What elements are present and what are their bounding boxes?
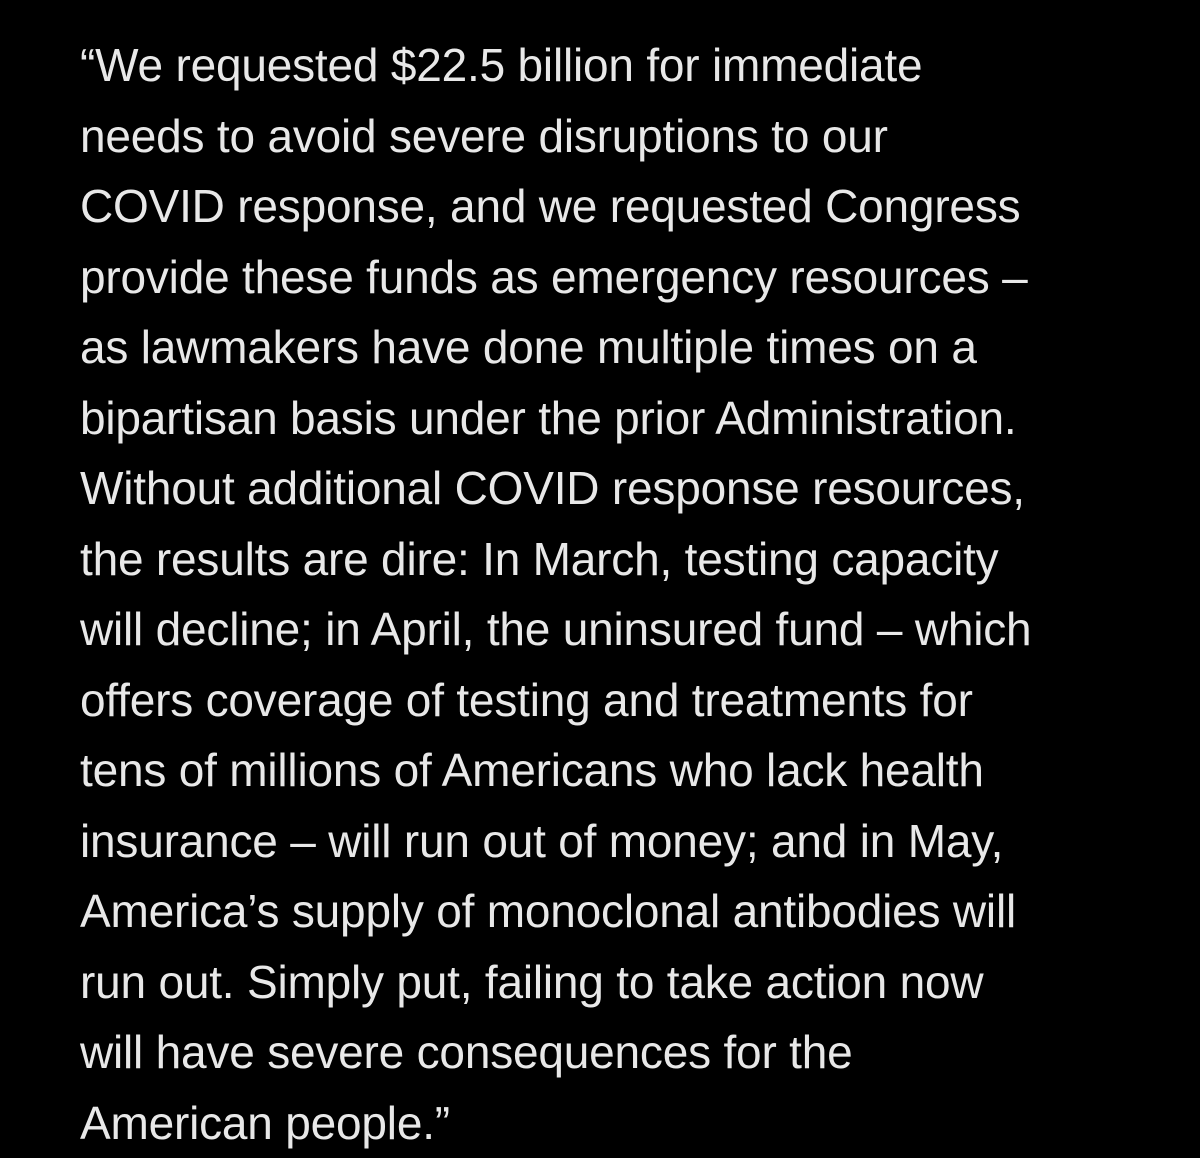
- quote-line: run out. Simply put, failing to take action now: [80, 947, 1180, 1018]
- quote-text-block: [80, 30, 1180, 1158]
- quote-line: needs to avoid severe disruptions to our: [80, 101, 1180, 172]
- quote-line: America’s supply of monoclonal antibodies will: [80, 876, 1180, 947]
- quote-line: will decline; in April, the uninsured fund – which: [80, 594, 1180, 665]
- quote-line: bipartisan basis under the prior Administration.: [80, 383, 1180, 454]
- quote-line: COVID response, and we requested Congress: [80, 171, 1180, 242]
- quote-line: “We requested $22.5 billion for immediate: [80, 30, 1180, 101]
- quote-line: tens of millions of Americans who lack health: [80, 735, 1180, 806]
- quote-line: insurance – will run out of money; and in May,: [80, 806, 1180, 877]
- quote-line: Without additional COVID response resources,: [80, 453, 1180, 524]
- quote-line: provide these funds as emergency resources –: [80, 242, 1180, 313]
- quote-line: offers coverage of testing and treatments for: [80, 665, 1180, 736]
- quote-line: the results are dire: In March, testing capacity: [80, 524, 1180, 595]
- quote-line: as lawmakers have done multiple times on a: [80, 312, 1180, 383]
- quote-line: will have severe consequences for the: [80, 1017, 1180, 1088]
- quote-line: American people.”: [80, 1088, 1180, 1158]
